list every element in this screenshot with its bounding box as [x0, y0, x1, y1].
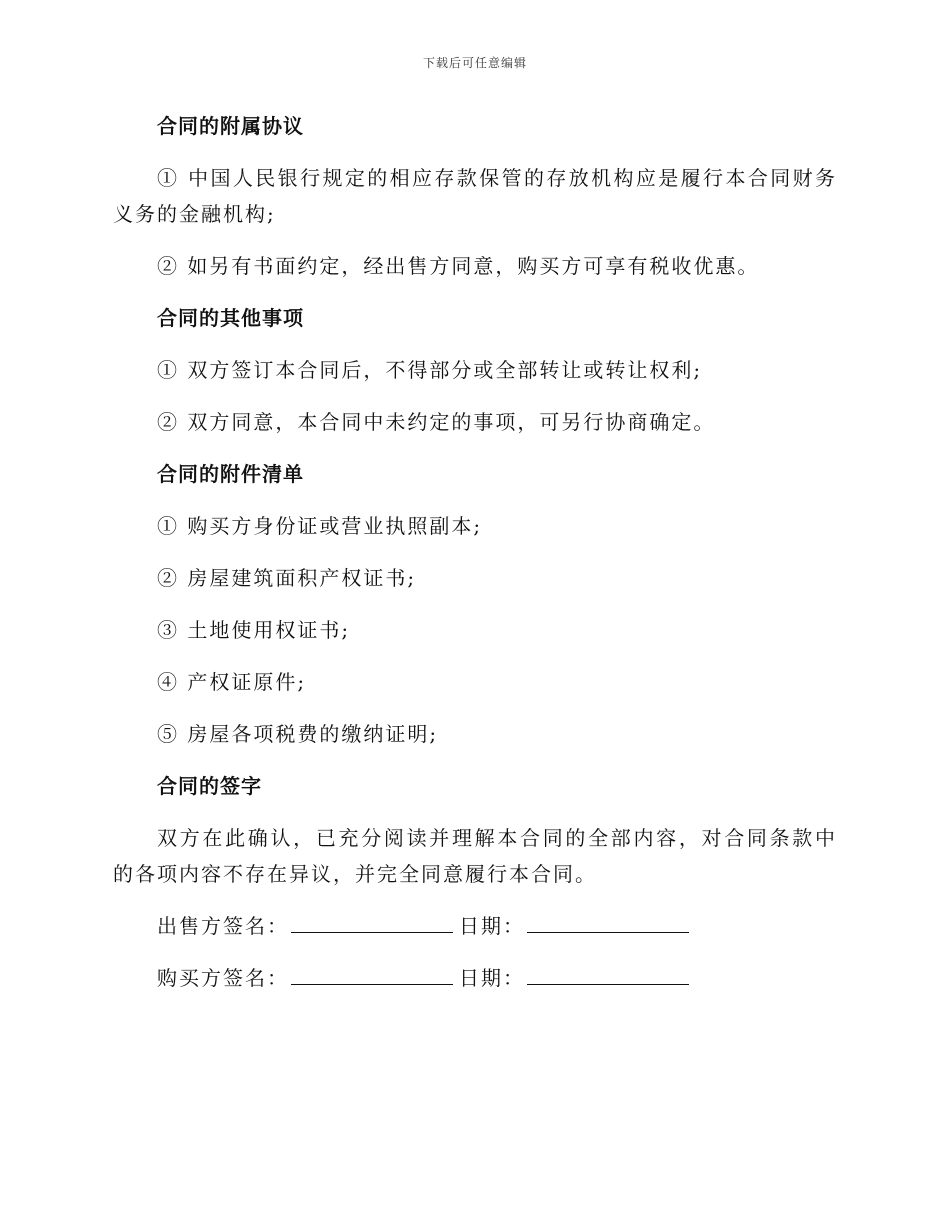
buyer-date-label: 日期： [459, 966, 525, 990]
seller-date-label: 日期： [459, 914, 525, 938]
section-heading-attachments: 合同的附件清单 [157, 462, 304, 486]
document-body [113, 108, 837, 1012]
seller-signature-row [113, 908, 837, 944]
attachments-item-5: ⑤ 房屋各项税费的缴纳证明; [157, 722, 439, 746]
seller-signature-line[interactable] [291, 910, 453, 933]
buyer-signature-label: 购买方签名： [157, 966, 289, 990]
buyer-signature-line[interactable] [291, 962, 453, 985]
buyer-signature-row [113, 960, 837, 996]
section-heading-appendix-agreement: 合同的附属协议 [157, 114, 304, 138]
buyer-date-line[interactable] [527, 962, 689, 985]
seller-date-line[interactable] [527, 910, 689, 933]
attachments-item-3: ③ 土地使用权证书; [157, 618, 351, 642]
section-heading-other-matters: 合同的其他事项 [157, 306, 304, 330]
attachments-item-4: ④ 产权证原件; [157, 670, 307, 694]
signature-statement: 双方在此确认，已充分阅读并理解本合同的全部内容，对合同条款中的各项内容不存在异议，并完全同意履行本合同。 [113, 826, 837, 886]
seller-signature-label: 出售方签名： [157, 914, 289, 938]
page-header-note: 下载后可任意编辑 [422, 56, 527, 70]
section-heading-signature: 合同的签字 [157, 774, 262, 798]
appendix-agreement-item-1: ① 中国人民银行规定的相应存款保管的存放机构应是履行本合同财务义务的金融机构; [113, 166, 837, 226]
other-matters-item-2: ② 双方同意，本合同中未约定的事项，可另行协商确定。 [157, 410, 716, 434]
attachments-item-2: ② 房屋建筑面积产权证书; [157, 566, 417, 590]
attachments-item-1: ① 购买方身份证或营业执照副本; [157, 514, 483, 538]
appendix-agreement-item-2: ② 如另有书面约定，经出售方同意，购买方可享有税收优惠。 [157, 254, 760, 278]
other-matters-item-1: ① 双方签订本合同后，不得部分或全部转让或转让权利; [157, 358, 703, 382]
